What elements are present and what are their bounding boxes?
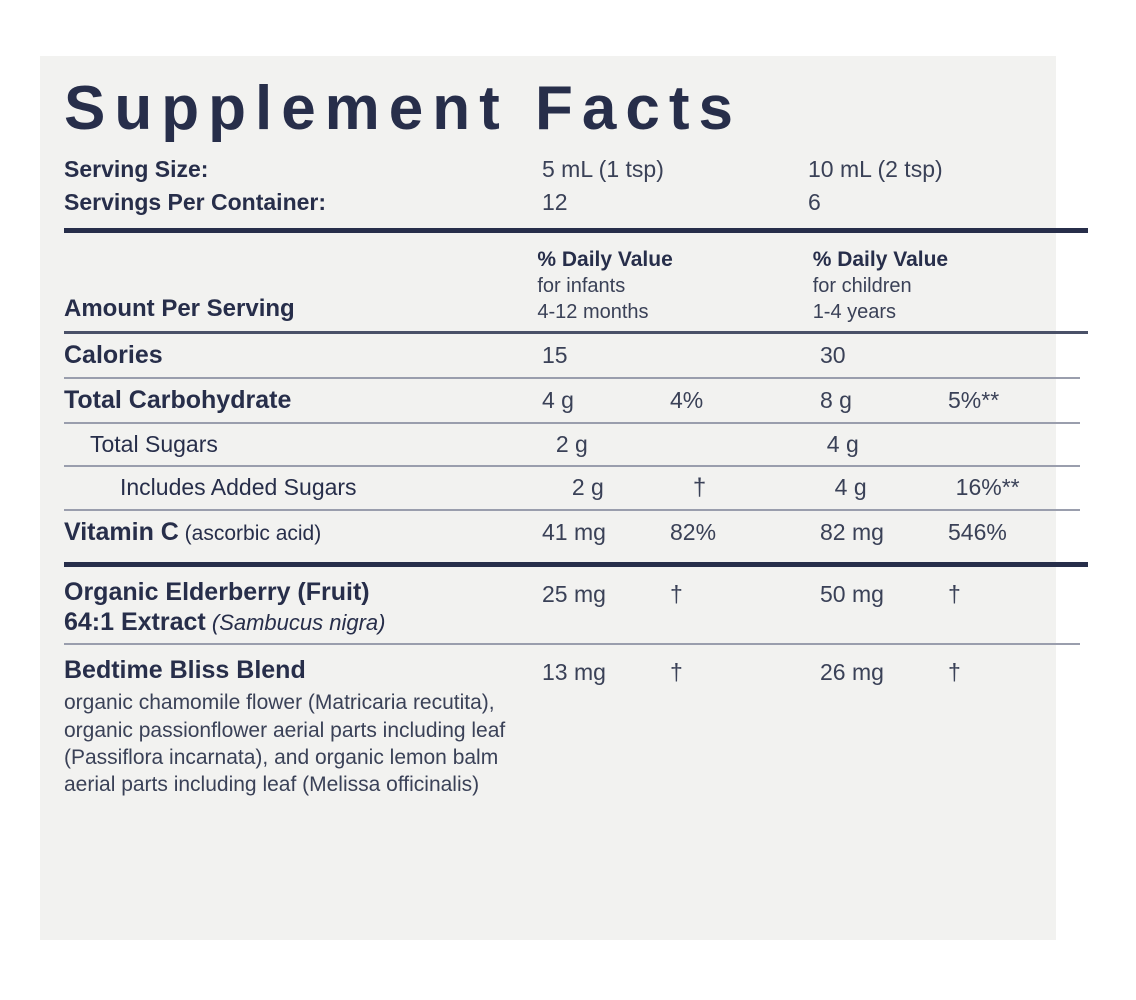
table-row (64, 379, 1088, 422)
nutrient-amount-col2: 30 (820, 342, 846, 369)
daily-value-children-line3: 1-4 years (812, 300, 897, 323)
nutrient-name-suffix: (ascorbic acid) (178, 522, 322, 546)
amount-per-serving-label: Amount Per Serving (64, 295, 295, 323)
ingredient-amount-col1: 13 mg (542, 659, 606, 686)
table-row (64, 645, 1088, 804)
nutrient-amount-col1: 15 (542, 342, 568, 369)
daily-value-children-column (813, 247, 1088, 325)
servings-per-container-row (64, 186, 1088, 219)
nutrient-amount-col1: 41 mg (542, 519, 606, 546)
serving-size-label: Serving Size: (64, 156, 209, 183)
serving-size-row (64, 153, 1088, 186)
ingredient-title-line1: Bedtime Bliss Blend (64, 656, 306, 685)
servings-per-container-label: Servings Per Container: (64, 188, 327, 215)
daily-value-infants-title: % Daily Value (537, 248, 673, 272)
table-row (64, 467, 1088, 509)
nutrient-amount-col2: 8 g (820, 387, 852, 414)
nutrient-percent-col1: † (692, 474, 707, 502)
daily-value-children-line2: for children (812, 275, 912, 298)
serving-size-value-col2: 10 mL (2 tsp) (808, 156, 943, 183)
ingredient-amount-col1: 25 mg (542, 581, 606, 608)
nutrient-amount-col2: 4 g (834, 474, 867, 501)
nutrient-amount-col1: 2 g (555, 431, 588, 458)
nutrient-name: Total Carbohydrate (64, 386, 292, 415)
serving-information (64, 153, 1088, 218)
table-row (64, 424, 1088, 465)
ingredient-percent-col1: † (670, 659, 683, 686)
nutrient-name (64, 518, 542, 547)
daily-value-header (64, 233, 1088, 331)
ingredient-latin-name: (Sambucus nigra) (205, 610, 386, 636)
servings-per-container-value-col1: 12 (542, 188, 568, 215)
table-row (64, 511, 1088, 554)
daily-value-children-title: % Daily Value (812, 248, 949, 272)
ingredient-title-line2-text: 64:1 Extract (64, 608, 206, 637)
ingredient-name (64, 655, 542, 798)
nutrient-percent-col2: 16%** (955, 474, 1020, 501)
nutrient-amount-col1: 2 g (571, 474, 604, 501)
daily-value-infants-line2: for infants (537, 275, 626, 298)
nutrient-percent-col1: 82% (670, 519, 717, 546)
serving-size-value-col1: 5 mL (1 tsp) (542, 156, 664, 183)
supplement-facts-content (64, 76, 1064, 805)
ingredient-title-line2 (64, 607, 542, 637)
ingredient-percent-col2: † (948, 659, 961, 686)
ingredient-name (64, 577, 542, 637)
nutrient-name: Includes Added Sugars (120, 474, 357, 501)
ingredient-title-line1: Organic Elderberry (Fruit) (64, 578, 370, 607)
ingredient-percent-col1: † (670, 581, 683, 608)
table-row (64, 567, 1088, 643)
nutrient-percent-col2: 5%** (948, 387, 1000, 414)
nutrient-amount-col1: 4 g (542, 387, 574, 414)
nutrient-amount-col2: 82 mg (820, 519, 884, 546)
nutrient-name-main: Vitamin C (64, 518, 179, 547)
nutrient-amount-col2: 4 g (826, 431, 859, 458)
daily-value-infants-column (537, 247, 812, 325)
table-row (64, 334, 1088, 377)
supplement-facts-panel (40, 56, 1056, 940)
nutrient-percent-col1: 4% (670, 387, 704, 414)
ingredient-percent-col2: † (948, 581, 961, 608)
page-title: Supplement Facts (64, 74, 742, 143)
daily-value-infants-line3: 4-12 months (537, 300, 649, 323)
nutrient-percent-col2: 546% (948, 519, 1007, 546)
nutrient-name: Total Sugars (90, 431, 218, 458)
nutrient-name: Calories (64, 341, 163, 370)
ingredient-description: organic chamomile flower (Matricaria recutita), organic passionflower aerial parts including leaf (Passiflora incarnata), and organic lemon balm aerial parts including leaf (Melissa officinalis) (64, 691, 506, 797)
ingredient-amount-col2: 26 mg (820, 659, 884, 686)
ingredient-amount-col2: 50 mg (820, 581, 884, 608)
servings-per-container-value-col2: 6 (808, 188, 821, 215)
